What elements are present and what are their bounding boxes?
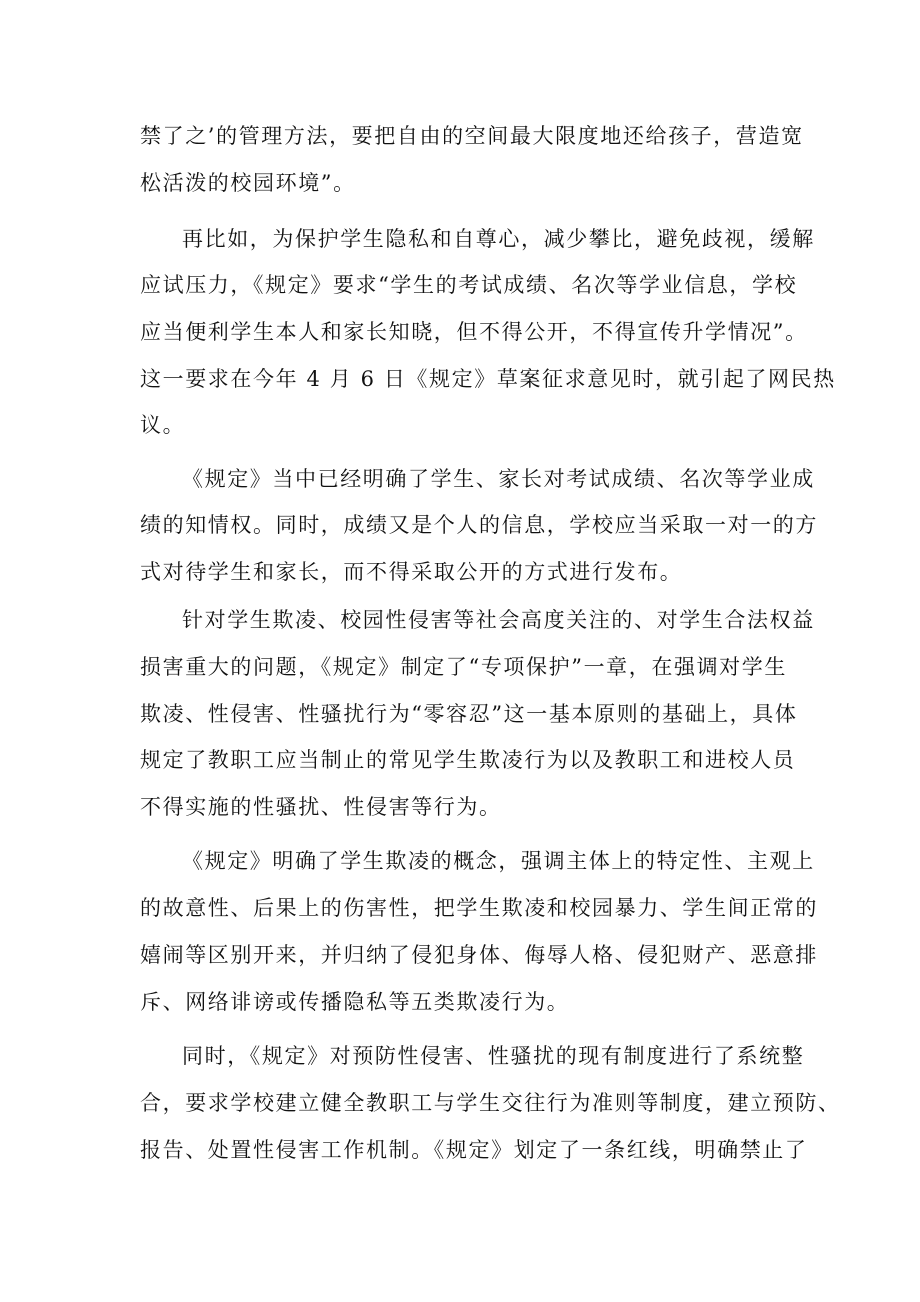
text-line: 不得实施的性骚扰、性侵害等行为。: [140, 795, 502, 819]
text-line: 斥、网络诽谤或传播隐私等五类欺凌行为。: [140, 990, 570, 1014]
paragraph-first-line: 再比如，为保护学生隐私和自尊心，减少攀比，避免歧视，缓解: [182, 227, 815, 251]
text-line: 报告、处置性侵害工作机制。《规定》划定了一条红线，明确禁止了: [140, 1138, 808, 1162]
text-line: 损害重大的问题，《规定》制定了“专项保护”一章，在强调对学生: [140, 655, 787, 679]
text-line: 的故意性、后果上的伤害性，把学生欺凌和校园暴力、学生间正常的: [140, 896, 818, 920]
text-line: 规定了教职工应当制止的常见学生欺凌行为以及教职工和进校人员: [140, 748, 796, 772]
text-line: 禁了之’的管理方法，要把自由的空间最大限度地还给孩子，营造宽: [140, 124, 804, 148]
text-line: 应当便利学生本人和家长知晓，但不得公开，不得宣传升学情况”。: [140, 320, 808, 344]
text-line: 合，要求学校建立健全教职工与学生交往行为准则等制度，建立预防、: [140, 1091, 841, 1115]
paragraph-first-line: 同时，《规定》对预防性侵害、性骚扰的现有制度进行了系统整: [182, 1044, 805, 1068]
paragraph-first-line: 《规定》当中已经明确了学生、家长对考试成绩、名次等学业成: [182, 467, 815, 491]
paragraph-first-line: 《规定》明确了学生欺凌的概念，强调主体上的特定性、主观上: [182, 849, 815, 873]
text-line: 应试压力，《规定》要求“学生的考试成绩、名次等学业信息，学校: [140, 273, 798, 297]
paragraph-first-line: 针对学生欺凌、校园性侵害等社会高度关注的、对学生合法权益: [182, 608, 815, 632]
text-line: 这一要求在今年 4 月 6 日《规定》草案征求意见时，就引起了网民热: [140, 367, 836, 391]
text-line: 议。: [140, 413, 186, 437]
text-line: 欺凌、性侵害、性骚扰行为“零容忍”这一基本原则的基础上，具体: [140, 702, 798, 726]
text-line: 式对待学生和家长，而不得采取公开的方式进行发布。: [140, 560, 683, 584]
text-line: 嬉闹等区别开来，并归纳了侵犯身体、侮辱人格、侵犯财产、恶意排: [140, 943, 818, 967]
text-line: 绩的知情权。同时，成绩又是个人的信息，学校应当采取一对一的方: [140, 513, 818, 537]
text-line: 松活泼的校园环境”。: [140, 171, 356, 195]
